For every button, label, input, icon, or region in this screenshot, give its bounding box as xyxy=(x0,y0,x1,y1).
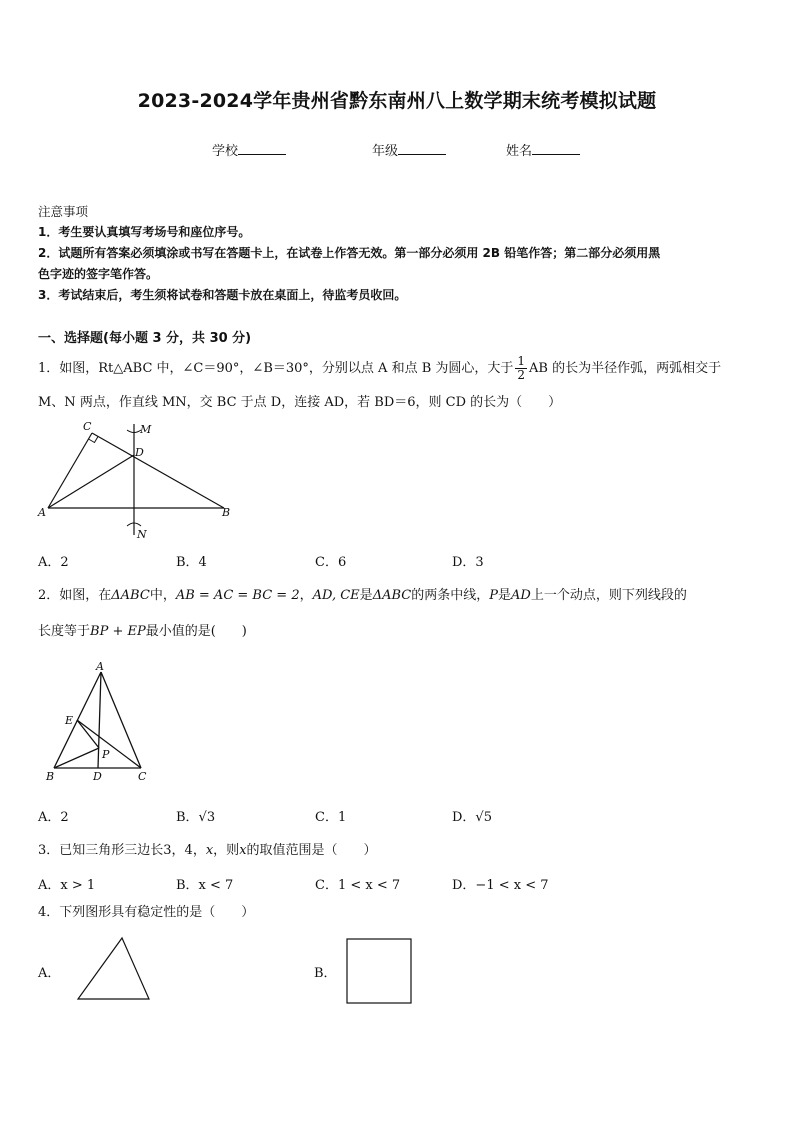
label-d: D xyxy=(135,446,144,459)
school-label: 学校 xyxy=(212,144,239,159)
segment-bp xyxy=(54,748,99,768)
fraction-numerator: 1 xyxy=(517,354,526,368)
q3-text: ，则 xyxy=(213,843,240,858)
q3-text: 3．已知三角形三边长 xyxy=(38,843,164,858)
school-field[interactable] xyxy=(212,140,286,159)
q2-expr: AD, CE xyxy=(312,588,360,603)
label-d: D xyxy=(93,770,102,783)
q3-option-c[interactable]: C．1 < x < 7 xyxy=(315,878,401,893)
segment-ad xyxy=(48,455,134,508)
q1-text-b: AB 的长为半径作弧，两弧相交于 xyxy=(529,361,722,376)
q2-text: 上一个动点，则下列线段的 xyxy=(530,588,687,603)
q2-expr: ΔABC xyxy=(372,588,412,603)
label-a: A xyxy=(38,506,46,519)
q2-text: 是 xyxy=(497,588,511,603)
q3-option-b[interactable]: B．x < 7 xyxy=(176,878,234,893)
question-1-line-2: M、N 两点，作直线 MN，交 BC 于点 D，连接 AD，若 BD＝6，则 CD 的长为（ ） xyxy=(38,395,562,410)
q2-text: 中， xyxy=(149,588,176,603)
q2-expr: P xyxy=(489,588,498,603)
label-b: B xyxy=(46,770,55,783)
q2-expr: AD xyxy=(511,588,531,603)
grade-field[interactable] xyxy=(372,140,446,159)
question-3 xyxy=(38,834,760,868)
label-c: C xyxy=(83,420,92,433)
page-title: 2023-2024学年贵州省黔东南州八上数学期末统考模拟试题 xyxy=(137,90,657,112)
label-p: P xyxy=(102,748,110,761)
name-blank[interactable] xyxy=(532,142,580,155)
label-b: B xyxy=(222,506,231,519)
q1-text-a: 1．如图，Rt△ABC 中，∠C＝90°，∠B＝30°，分别以点 A 和点 B 为圆心，大于 xyxy=(38,361,514,376)
q2-option-c[interactable]: C．1 xyxy=(315,810,347,825)
q2-expr: BP + EP xyxy=(90,624,146,639)
q2-option-b[interactable]: B．√3 xyxy=(176,810,216,825)
grade-label: 年级 xyxy=(372,144,399,159)
q3-text: 的取值范围是（ ） xyxy=(246,843,377,858)
grade-blank[interactable] xyxy=(398,142,446,155)
q2-text: 长度等于 xyxy=(38,624,91,639)
q4-option-a[interactable]: A． xyxy=(38,966,61,981)
q2-text: 是 xyxy=(359,588,373,603)
label-n: N xyxy=(137,528,147,541)
name-field[interactable] xyxy=(506,140,580,159)
question-1-line-1 xyxy=(38,352,760,386)
label-e: E xyxy=(65,714,74,727)
square-shape[interactable] xyxy=(344,936,416,1008)
q1-option-c[interactable]: C．6 xyxy=(315,555,347,570)
notice-block xyxy=(38,201,660,306)
q2-expr: AB = AC = BC = 2 xyxy=(175,588,300,603)
fraction-one-half xyxy=(515,355,527,382)
question-4: 4．下列图形具有稳定性的是（ ） xyxy=(38,905,255,920)
q4-option-b[interactable]: B． xyxy=(314,966,337,981)
q2-figure xyxy=(40,660,160,785)
label-c: C xyxy=(138,770,147,783)
segment-ac xyxy=(48,433,92,508)
q1-option-a[interactable]: A．2 xyxy=(38,555,69,570)
notice-item: 1．考生要认真填写考场号和座位序号。 xyxy=(38,225,251,239)
question-2-line-2 xyxy=(38,615,760,649)
q2-expr: ΔABC xyxy=(111,588,150,603)
segment-cb xyxy=(92,433,224,508)
q3-text: 3，4， xyxy=(163,843,206,858)
q2-option-d[interactable]: D．√5 xyxy=(452,810,492,825)
q2-text: 2．如图，在 xyxy=(38,588,112,603)
q2-text: 最小值的是( ) xyxy=(145,624,247,639)
q1-option-b[interactable]: B．4 xyxy=(176,555,207,570)
section-heading: 一、选择题(每小题 3 分，共 30 分) xyxy=(38,331,252,346)
notice-heading: 注意事项 xyxy=(38,204,89,219)
q2-text: 的两条中线， xyxy=(411,588,490,603)
triangle-shape[interactable] xyxy=(74,935,154,1005)
q3-variable: x xyxy=(239,843,247,858)
label-a: A xyxy=(96,660,104,673)
q1-option-d[interactable]: D．3 xyxy=(452,555,484,570)
notice-item: 2．试题所有答案必须填涂或书写在答题卡上，在试卷上作答无效。第一部分必须用 2B 铅笔作答；第二部分必须用黑 xyxy=(38,246,661,260)
q3-variable: x xyxy=(205,843,214,858)
fraction-denominator: 2 xyxy=(517,368,526,382)
q2-text: ， xyxy=(299,588,313,603)
name-label: 姓名 xyxy=(506,144,533,159)
school-blank[interactable] xyxy=(238,142,286,155)
question-2-line-1 xyxy=(38,579,760,613)
q3-option-d[interactable]: D．−1 < x < 7 xyxy=(452,878,549,893)
label-m: M xyxy=(140,423,152,436)
notice-item: 色字迹的签字笔作答。 xyxy=(38,267,159,281)
notice-item: 3．考试结束后，考生须将试卷和答题卡放在桌面上，待监考员收回。 xyxy=(38,288,407,302)
segment-ad xyxy=(98,672,101,768)
q3-option-a[interactable]: A．x > 1 xyxy=(38,878,96,893)
q2-option-a[interactable]: A．2 xyxy=(38,810,69,825)
q1-figure xyxy=(36,418,236,544)
